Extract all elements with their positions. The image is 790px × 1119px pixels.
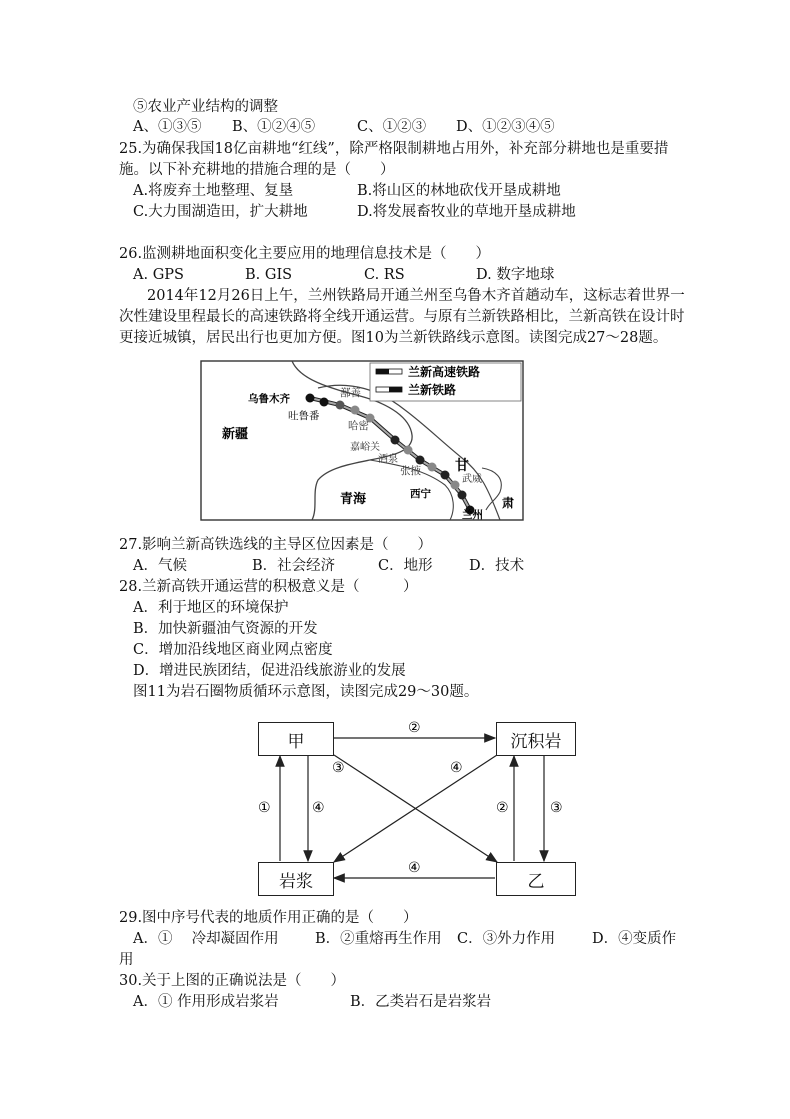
q26-option-d: D. 数字地球 [476,267,555,283]
q29-option-b: B．②重熔再生作用 [315,931,442,947]
q25-stem-line1: 25.为确保我国18亿亩耕地“红线”，除严格限制耕地占用外，补充部分耕地也是重要措 [119,141,669,157]
legend-hsr: 兰新高速铁路 [408,365,481,379]
q29-stem: 29.图中序号代表的地质作用正确的是（ ） [119,910,418,926]
passage2: 图11为岩石圈物质循环示意图，读图完成29～30题。 [133,684,479,700]
q25-option-a: A.将废弃土地整理、复垦 [133,183,294,199]
city-turpan: 吐鲁番 [288,410,320,422]
city-xining: 西宁 [410,488,431,500]
label-right-up: ② [496,800,509,816]
passage1-line3: 更接近城镇，居民出行也更加方便。图10为兰新铁路线示意图。读图完成27～28题。 [119,330,668,346]
q29-option-c: C．③外力作用 [457,931,556,947]
city-shanshan: 鄯善 [340,387,361,399]
q30-option-b: B．乙类岩石是岩浆岩 [350,994,492,1010]
passage1-line1: 2014年12月26日上午，兰州铁路局开通兰州至乌鲁木齐首趟动车，这标志着世界一 [147,288,685,304]
rock-cycle-arrows [250,715,590,905]
q29-option-a: A．① 冷却凝固作用 [133,931,279,947]
q25-option-c: C.大力围湖造田，扩大耕地 [133,204,308,220]
city-zhangye: 张掖 [400,465,421,477]
city-jiuquan: 酒泉 [378,454,398,465]
label-top: ② [408,720,421,736]
q25-stem-line2: 施。以下补充耕地的措施合理的是（ ） [119,162,395,178]
q28-option-c: C．增加沿线地区商业网点密度 [133,642,333,658]
box-yi: 乙 [496,862,576,896]
city-lanzhou: 兰州 [462,509,483,521]
q24-option-c: C、①②③ [357,119,427,135]
label-left-down: ④ [312,800,325,816]
box-jia: 甲 [258,722,334,756]
q26-stem: 26.监测耕地面积变化主要应用的地理信息技术是（ ） [119,246,491,262]
q30-stem: 30.关于上图的正确说法是（ ） [119,973,346,989]
label-right-down: ③ [550,800,563,816]
lanxin-railway-map [200,360,524,521]
q29-option-d: D．④变质作 [592,931,677,947]
label-diag-jia-yi: ③ [332,760,345,776]
q28-stem: 28.兰新高铁开通运营的积极意义是（ ） [119,579,418,595]
q27-option-d: D．技术 [469,558,525,574]
q28-option-b: B．加快新疆油气资源的开发 [133,621,318,637]
q24-option-b: B、①②④⑤ [232,119,316,135]
region-gan: 甘 [455,458,469,474]
q25-option-b: B.将山区的林地砍伐开垦成耕地 [357,183,561,199]
region-su: 肃 [502,496,515,510]
q28-option-d: D．增进民族团结，促进沿线旅游业的发展 [133,663,406,679]
city-urumqi: 乌鲁木齐 [248,393,290,405]
label-left-up: ① [258,800,271,816]
city-jiayuguan: 嘉峪关 [350,442,380,453]
q27-option-b: B．社会经济 [252,558,336,574]
q24-option-a: A、①③⑤ [133,119,202,135]
q29-option-d-wrap: 用 [119,952,134,968]
city-hami: 哈密 [348,420,369,432]
q25-option-d: D.将发展畜牧业的草地开垦成耕地 [357,204,576,220]
legend-rail: 兰新铁路 [408,383,457,397]
q24-option-d: D、①②③④⑤ [456,119,555,135]
q28-option-a: A．利于地区的环境保护 [133,600,289,616]
q26-option-c: C. RS [364,267,405,283]
q27-stem: 27.影响兰新高铁选线的主导区位因素是（ ） [119,537,433,553]
label-bottom: ④ [408,860,421,876]
region-xinjiang: 新疆 [222,427,249,442]
label-diag-sediment-magma: ④ [450,760,463,776]
q24-item5: ⑤农业产业结构的调整 [133,99,278,115]
box-magma: 岩浆 [258,862,334,896]
q30-option-a: A．① 作用形成岩浆岩 [133,994,279,1010]
q27-option-c: C．地形 [378,558,433,574]
box-sedimentary-rock: 沉积岩 [496,722,576,756]
q27-option-a: A．气候 [133,558,187,574]
q26-option-a: A. GPS [133,267,184,283]
passage1-line2: 次性建设里程最长的高速铁路将全线开通运营。与原有兰新铁路相比，兰新高铁在设计时 [119,309,685,325]
region-qinghai: 青海 [340,492,367,507]
q26-option-b: B. GIS [245,267,293,283]
city-wuwei: 武威 [462,474,482,485]
